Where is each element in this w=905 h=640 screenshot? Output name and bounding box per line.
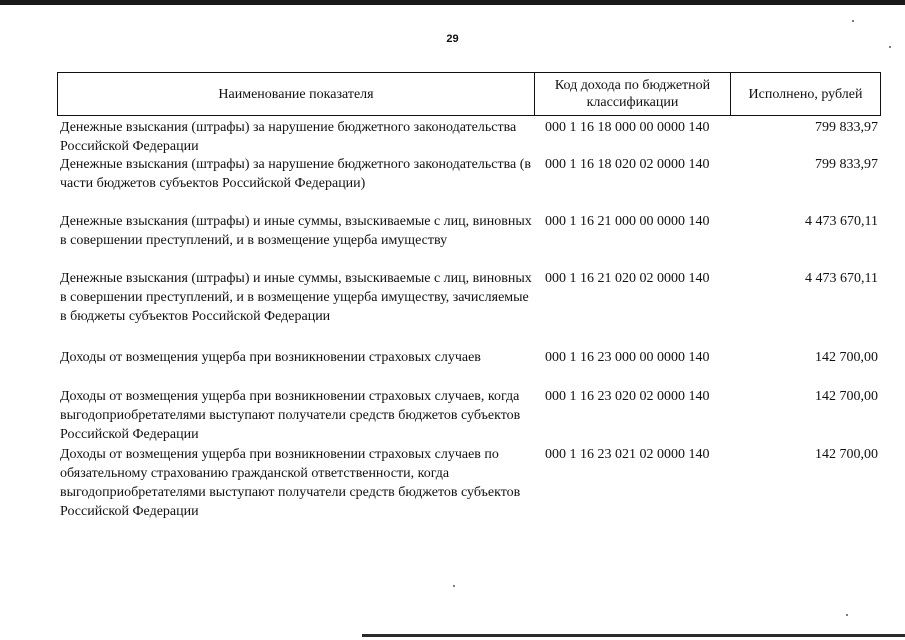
table-header	[57, 72, 881, 116]
row-name: Денежные взыскания (штрафы) за нарушение бюджетного законодательства Российской Федерации	[60, 120, 517, 154]
row-amount: 799 833,97	[815, 120, 878, 135]
row-amount: 142 700,00	[815, 447, 878, 462]
scan-speck	[453, 585, 455, 587]
row-amount: 142 700,00	[815, 389, 878, 404]
row-code: 000 1 16 21 000 00 0000 140	[545, 214, 710, 229]
row-name: Денежные взыскания (штрафы) и иные суммы, взыскиваемые с лиц, виновных в совершении преступлений, и в возмещение ущерба имуществу, зачисляемые в бюджеты субъектов Российской Федерации	[60, 271, 532, 324]
row-amount: 799 833,97	[815, 157, 878, 172]
header-code: Код дохода по бюджетной классификации	[535, 73, 731, 115]
row-code: 000 1 16 23 000 00 0000 140	[545, 350, 710, 365]
page-number: 29	[446, 33, 459, 45]
scan-bottom-edge	[362, 634, 905, 637]
scan-top-edge	[0, 0, 905, 5]
row-name: Денежные взыскания (штрафы) за нарушение бюджетного законодательства (в части бюджетов субъектов Российской Федерации)	[60, 157, 532, 191]
header-name: Наименование показателя	[58, 73, 535, 115]
row-name: Доходы от возмещения ущерба при возникновении страховых случаев по обязательному страхованию гражданской ответственности, когда выгодоприобретателями выступают получатели средств бюджетов субъектов Российской Федерации	[60, 447, 521, 519]
scan-speck	[889, 46, 891, 48]
row-amount: 142 700,00	[815, 350, 878, 365]
row-code: 000 1 16 21 020 02 0000 140	[545, 271, 710, 286]
row-name: Денежные взыскания (штрафы) и иные суммы, взыскиваемые с лиц, виновных в совершении преступлений, и в возмещение ущерба имуществу	[60, 214, 532, 248]
row-amount: 4 473 670,11	[805, 271, 878, 286]
row-code: 000 1 16 23 020 02 0000 140	[545, 389, 710, 404]
scan-speck	[846, 614, 848, 616]
row-code: 000 1 16 18 020 02 0000 140	[545, 157, 710, 172]
row-code: 000 1 16 23 021 02 0000 140	[545, 447, 710, 462]
row-amount: 4 473 670,11	[805, 214, 878, 229]
header-amount: Исполнено, рублей	[748, 86, 863, 102]
row-name: Доходы от возмещения ущерба при возникновении страховых случаев, когда выгодоприобретателями выступают получатели средств бюджетов субъектов Российской Федерации	[60, 389, 521, 442]
scan-speck	[852, 20, 854, 22]
row-name: Доходы от возмещения ущерба при возникновении страховых случаев	[60, 350, 481, 365]
row-code: 000 1 16 18 000 00 0000 140	[545, 120, 710, 135]
